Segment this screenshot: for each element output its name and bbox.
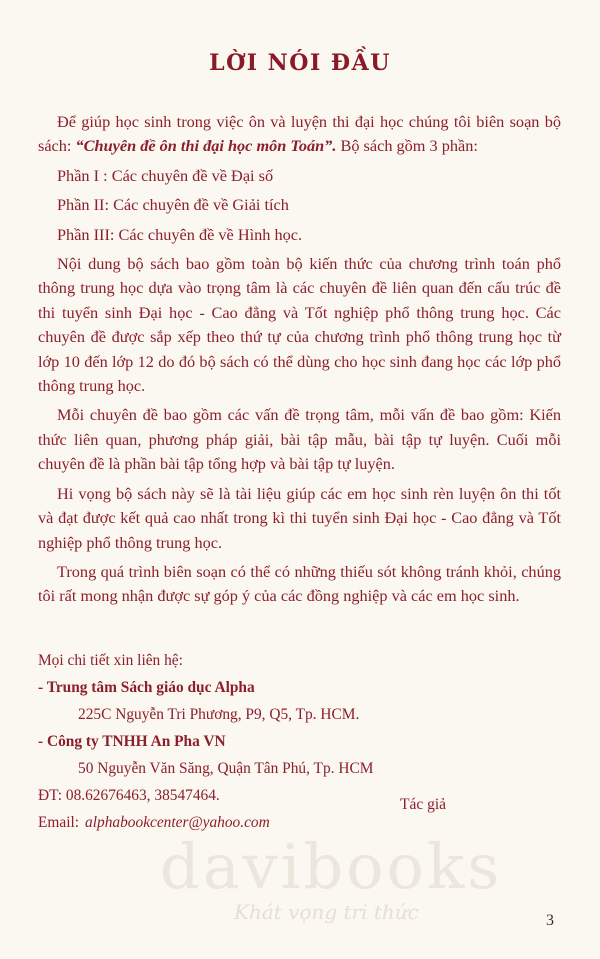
intro-text-end: Bộ sách gồm 3 phần: <box>336 136 478 156</box>
paragraph-feedback: Trong quá trình biên soạn có thể có những thiếu sót không tránh khỏi, chúng tôi rất mong nhận được sự góp ý của các đồng nghiệp và các em học sinh. <box>38 561 561 606</box>
phone-line: ĐT: 08.62676463, 38547464. <box>38 787 220 804</box>
email-link[interactable]: alphabookcenter@yahoo.com <box>85 814 270 831</box>
part-3: Phần III: Các chuyên đề về Hình học. <box>57 224 303 244</box>
book-title: “Chuyên đề ôn thi đại học môn Toán”. <box>75 136 337 156</box>
contact-lead: Mọi chi tiết xin liên hệ: <box>38 652 183 669</box>
intro-text: Để giúp học sinh trong việc ôn và luyện thi đại học chúng tôi biên soạn bộ sách: <box>38 112 561 156</box>
intro-paragraph <box>38 110 561 159</box>
paragraph-content: Nội dung bộ sách bao gồm toàn bộ kiến thức của chương trình toán phổ thông trung học dựa vào trọng tâm là các chuyên đề liên quan đến cấu trúc đề thi tuyển sinh Đại học - Cao đẳng và Tốt nghiệp phổ thông trung học. Các chuyên đề được sắp xếp theo thứ tự của chương trình phổ thông trung học từ lớp 10 đến lớp 12 do đó bộ sách có thể dùng cho học sinh đang học các lớp phổ thông trung học. <box>38 254 561 396</box>
paragraph-hope: Hi vọng bộ sách này sẽ là tài liệu giúp các em học sinh rèn luyện ôn thi tốt và đạt được kết quả cao nhất trong kì thi tuyển sinh Đại học - Cao đẳng và Tốt nghiệp phổ thông trung học. <box>38 483 561 552</box>
preface-body <box>38 110 561 609</box>
email-label: Email: <box>38 814 80 831</box>
address-alpha: 225C Nguyễn Tri Phương, P9, Q5, Tp. HCM. <box>78 706 360 723</box>
author-signature: Tác giả <box>400 796 447 813</box>
part-2: Phần II: Các chuyên đề về Giải tích <box>57 195 289 215</box>
page-number: 3 <box>546 912 554 929</box>
contact-block <box>38 649 558 835</box>
watermark-slogan: Khát vọng tri thức <box>234 900 419 924</box>
watermark-brand: davibooks <box>160 830 503 903</box>
paragraph-structure: Mỗi chuyên đề bao gồm các vấn đề trọng tâm, mỗi vấn đề bao gồm: Kiến thức liên quan, phương pháp giải, bài tập mẫu, bài tập tự luyện. Cuối mỗi chuyên đề là phần bài tập tổng hợp và bài tập tự luyện. <box>38 405 561 474</box>
org-alpha: - Trung tâm Sách giáo dục Alpha <box>38 679 255 696</box>
part-1: Phần I : Các chuyên đề về Đại số <box>57 165 274 185</box>
org-anpha: - Công ty TNHH An Pha VN <box>38 733 226 750</box>
page-title: LỜI NÓI ĐẦU <box>209 50 391 76</box>
address-anpha: 50 Nguyễn Văn Săng, Quận Tân Phú, Tp. HCM <box>78 760 374 777</box>
